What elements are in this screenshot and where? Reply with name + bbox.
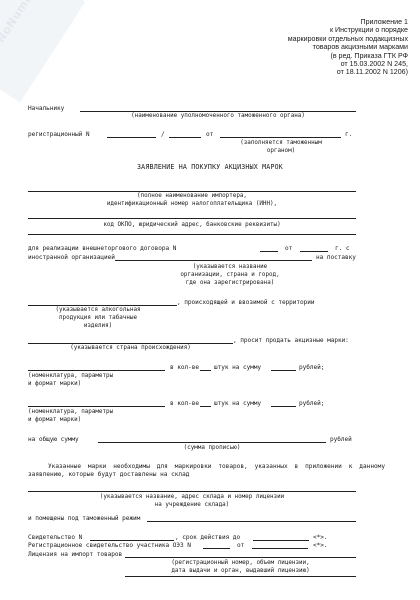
header-line: от 18.11.2002 N 1206) [336,68,408,77]
cert-label: Свидетельство N [28,534,83,541]
document-title: ЗАЯВЛЕНИЕ НА ПОКУПКУ АКЦИЗНЫХ МАРОК [137,163,283,171]
sum-field[interactable] [271,406,296,407]
reg-cert-mark: <*>. [313,542,328,549]
customs-regime-label: и помещены под таможенный режим [28,515,141,522]
cert-valid-field[interactable] [253,540,309,541]
qty-label: в кол-ве [170,364,199,371]
header-line: маркировки отдельных подакцизных [287,34,408,43]
reg-cert-from-label: от [237,542,245,549]
total-label: на общую сумму [28,436,79,443]
header-line: Приложение 1 [360,18,408,26]
qty-label: в кол-ве [170,400,199,407]
appendix-header [288,18,408,77]
pcs-label: штук на сумму [214,400,262,407]
reg-cert-number-field[interactable] [203,548,230,549]
contract-from-label: от [285,245,293,252]
cert-number-field[interactable] [90,540,174,541]
reg-slash: / [161,131,165,138]
addressee-caption: (наименование уполномоченного таможенного органа) [131,113,305,119]
foreign-org-field[interactable] [115,260,312,261]
warehouse-caption: (указывается название, адрес склада и номер лицензии на учреждение склада) [99,494,285,508]
customs-regime-field[interactable] [147,521,356,522]
ask-text: , просит продать акцизные марки: [233,337,349,344]
goods-origin-text: , происходящей и ввозимой с территории [177,299,315,306]
reg-date-field[interactable] [220,137,341,138]
reg-from-label: от [206,131,214,138]
license-caption: (регистрационный номер, объем лицензии, дата выдачи и орган, выдавший лицензию) [171,560,310,574]
license-label: Лицензия на импорт товаров [28,551,123,558]
stamp-type-field[interactable] [28,370,165,371]
total-field[interactable] [98,442,326,443]
total-caption: (сумма прописью) [183,445,241,451]
license-field[interactable] [125,557,356,558]
supply-label: на поставку [316,254,356,261]
goods-caption: (указывается алкогольная продукция или табачные изделия) [55,307,141,329]
stamp-caption: (номенклатура, параметры и формат марки) [28,409,114,423]
stamp-caption: (номенклатура, параметры и формат марки) [28,373,114,387]
contract-text: для реализации внешнеторгового договора N [28,245,177,252]
okpo-caption: код ОКПО, юридический адрес, банковские реквизиты) [103,222,281,228]
cert-valid-label: , срок действия до [175,534,241,541]
applicant-field-3[interactable] [28,234,356,235]
pcs-label: штук на сумму [214,364,262,371]
header-line: (в ред. Приказа ГТК РФ [330,51,408,60]
addressee-label: Начальнику [28,105,65,112]
cert-mark: <*>. [313,534,328,541]
applicant-field-2[interactable] [28,218,356,219]
header-line: товаров акцизными марками [312,43,408,52]
contract-year-label: г. с [335,245,350,252]
qty-field[interactable] [200,406,211,407]
reg-label: регистрационный N [28,131,90,138]
rub-label: рублей; [299,400,325,407]
license-field-2[interactable] [125,576,356,577]
contract-number-field[interactable] [260,251,278,252]
contract-org-label: иностранной организацией [28,254,115,261]
purpose-paragraph: Указанные марки необходимы для маркировки товаров, указанных в приложении к данному заявлению, которые будут доставлены на склад [28,463,385,479]
rub-label: рублей; [299,364,325,371]
reg-year-label: г. [345,131,353,138]
reg-cert-label: Регистрационное свидетельство участника ОЭЗ N [28,542,191,549]
applicant-caption: (полное наименование импортера, идентификационный номер налогоплательщика (ИНН), [106,193,278,207]
contract-caption: (указывается название организации, страна и город, где она зарегистрирована) [180,264,280,286]
qty-field[interactable] [200,370,211,371]
header-line: к Инструкции о порядке [329,26,408,35]
origin-caption: (указывается страна происхождения) [70,345,191,351]
reg-number-field[interactable] [107,137,156,138]
header-line: от 15.03.2002 N 245, [340,60,408,69]
total-rub-label: рублей [330,436,352,443]
stamp-type-field[interactable] [28,406,165,407]
sum-field[interactable] [271,370,296,371]
reg-caption: (заполняется таможенным органом) [240,140,322,154]
contract-date-field[interactable] [300,251,328,252]
reg-suffix-field[interactable] [169,137,201,138]
reg-cert-date-field[interactable] [252,548,308,549]
warehouse-field[interactable] [28,491,356,492]
